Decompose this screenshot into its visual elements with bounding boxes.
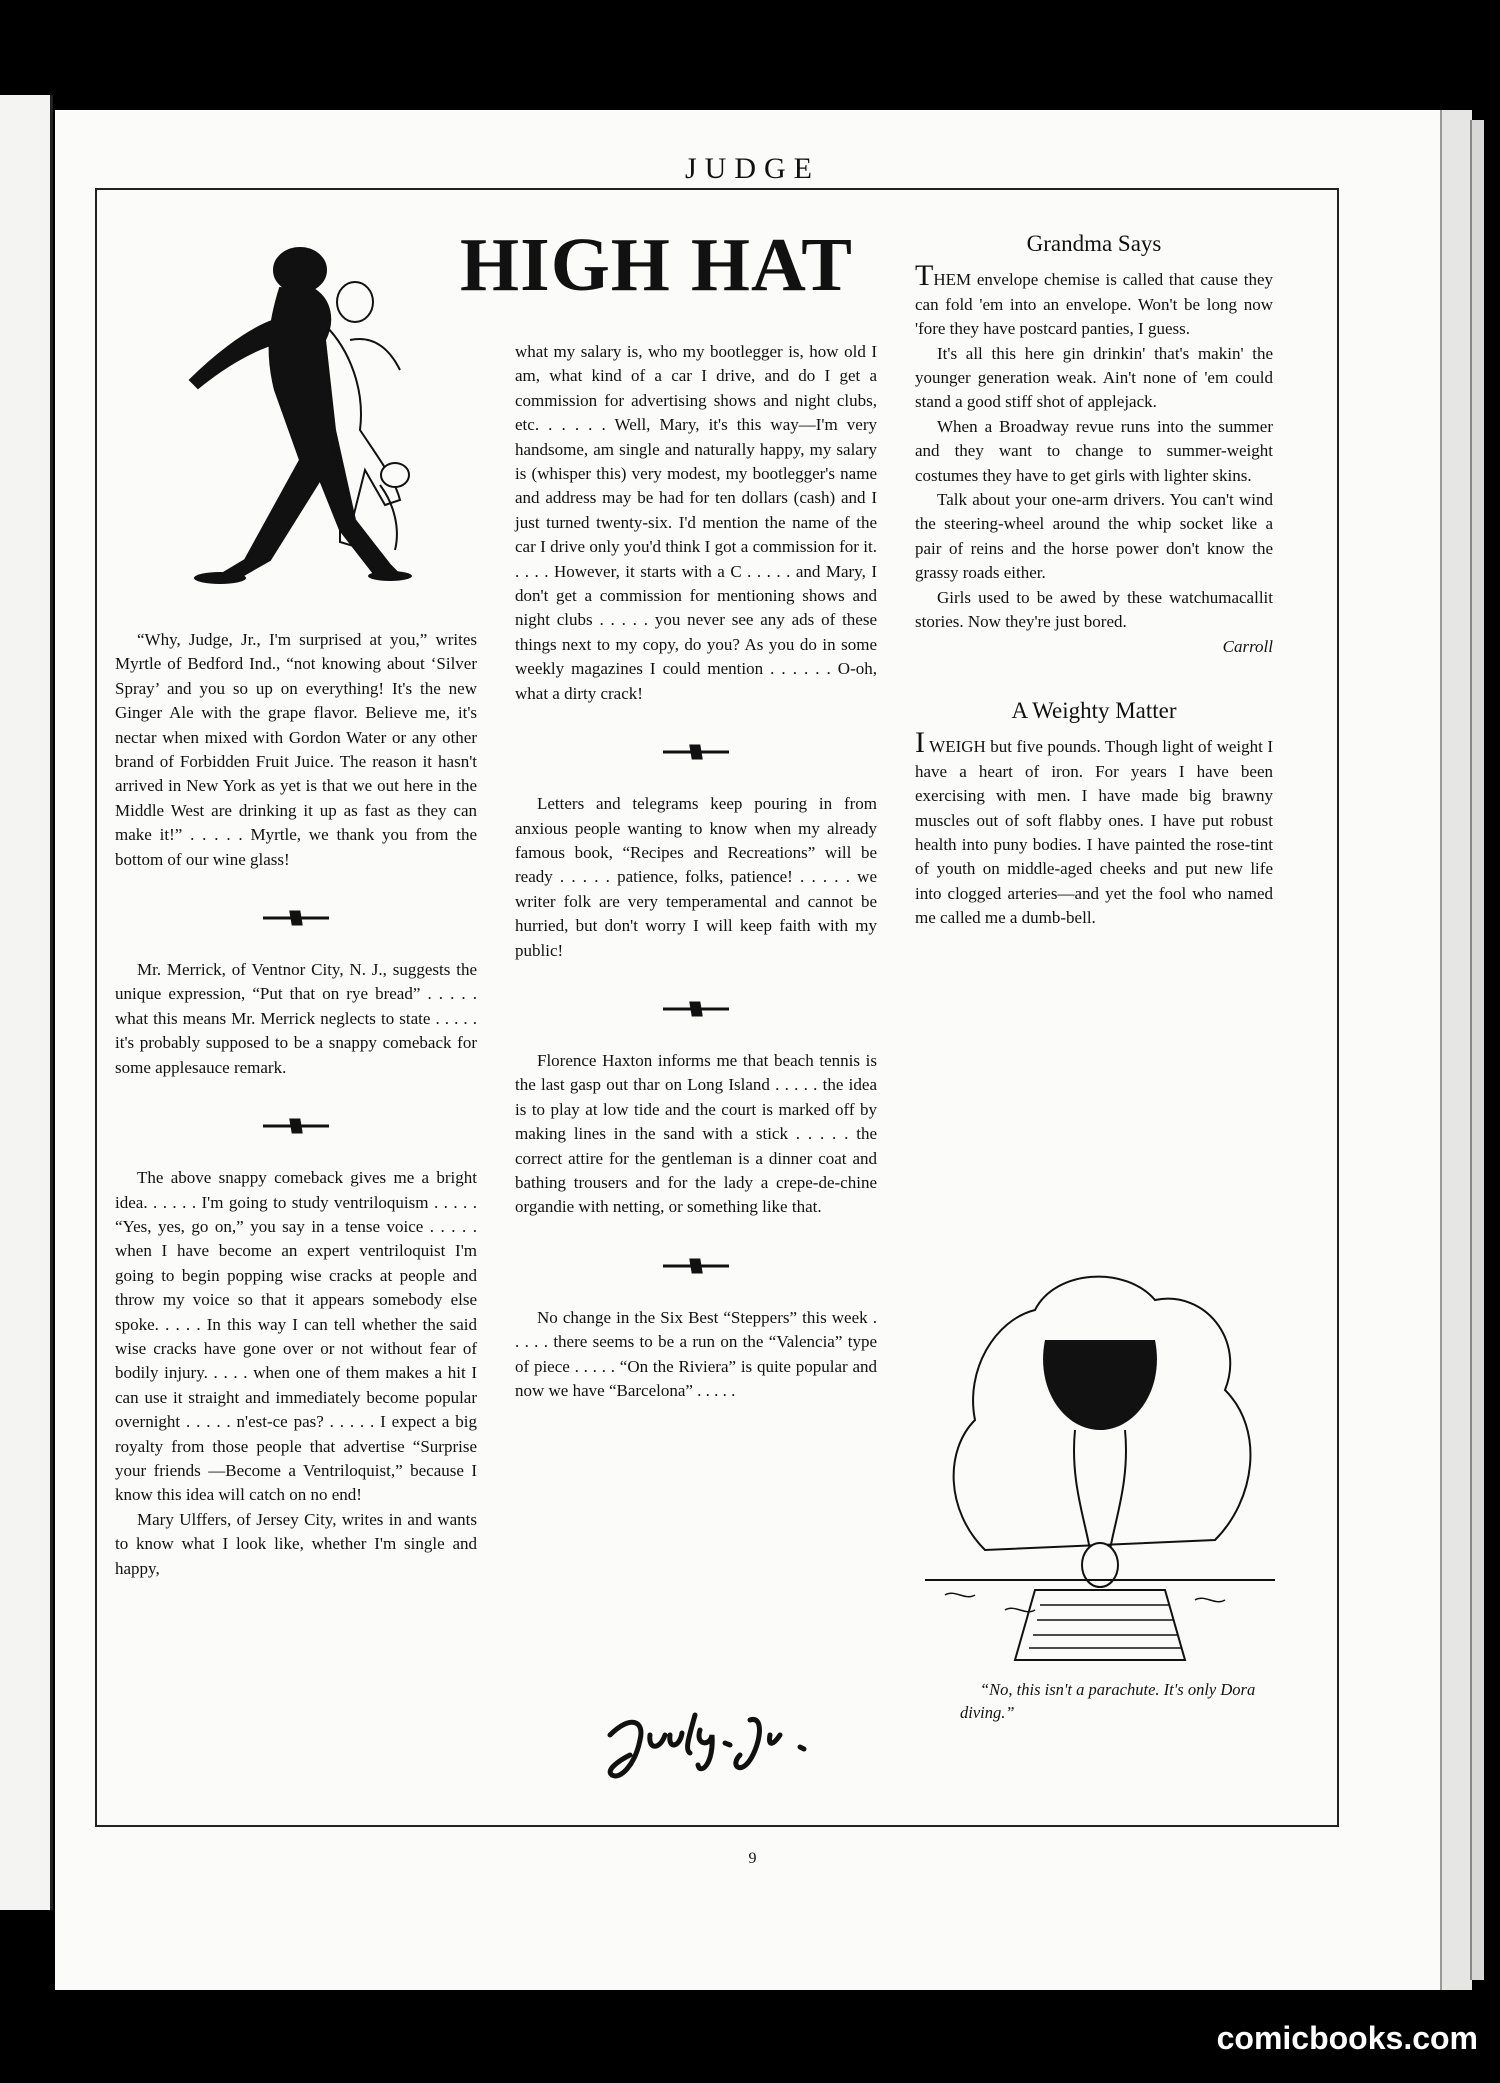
column-1	[115, 628, 477, 1581]
paragraph: Mr. Merrick, of Ventnor City, N. J., suggests the unique expression, “Put that on rye bread” . . . . . what this means Mr. Merrick neglects to state . . . . . it's probably supposed to be a snappy comeback for some applesauce remark.	[115, 960, 477, 1077]
page-edge	[1440, 110, 1472, 1990]
diving-girl-illustration	[925, 1250, 1275, 1670]
dancing-couple-illustration	[150, 230, 470, 600]
headline: HIGH HAT	[460, 223, 853, 307]
pointing-hand-ornament	[661, 1254, 731, 1276]
paragraph: Girls used to be awed by these watchumacallit stories. Now they're just bored.	[915, 587, 1273, 632]
page-edge	[1470, 120, 1484, 1980]
left-page-edge	[0, 95, 53, 1910]
pointing-hand-ornament	[261, 1114, 331, 1136]
paragraph: “Why, Judge, Jr., I'm surprised at you,” writes Myrtle of Bedford Ind., “not knowing about ‘Silver Spray’ and you so up on everything! It's the new Ginger Ale with the grape flavor. Believe me, it's nectar when mixed with Gordon Water or any other brand of Forbidden Fruit Juice. The reason it hasn't arrived in New York as yet is that we out here in the Middle West are drinking it up as fast as they can make it!” . . . . . Myrtle, we thank you from the bottom of our wine glass!	[115, 630, 477, 869]
author-credit: Carroll	[1222, 636, 1273, 656]
paragraph: It's all this here gin drinkin' that's makin' the younger generation weak. Ain't none of 'em could stand a good stiff shot of applejack.	[915, 343, 1273, 412]
illustration-caption: “No, this isn't a parachute. It's only Dora diving.”	[960, 1680, 1256, 1722]
magazine-page	[55, 110, 1450, 1990]
section-title-grandma-says: Grandma Says	[1026, 231, 1162, 256]
column-2	[515, 340, 877, 1403]
paragraph: THEM envelope chemise is called that cause they can fold 'em into an envelope. Won't be long now 'fore they have postcard panties, I guess.	[915, 259, 1273, 339]
paragraph: Mary Ulffers, of Jersey City, writes in and wants to know what I look like, whether I'm single and happy,	[115, 1509, 477, 1578]
pointing-hand-ornament	[661, 740, 731, 762]
judge-jr-signature	[600, 1705, 860, 1785]
watermark: comicbooks.com	[1216, 2020, 1478, 2056]
paragraph: I WEIGH but five pounds. Though light of weight I have a heart of iron. For years I have been exercising with men. I have made big brawny muscles out of soft flabby ones. I have put robust health into puny bodies. I have painted the rose-tint of youth on middle-aged cheeks and put new life into clogged arteries—and yet the fool who named me called me a dumb-bell.	[915, 726, 1273, 928]
paragraph: Florence Haxton informs me that beach tennis is the last gasp out thar on Long Island . . . . . the idea is to play at low tide and the court is marked off by making lines in the sand with a stick . . . . . the correct attire for the gentleman is a dinner coat and bathing trousers and for the lady a crepe-de-chine organdie with netting, or something like that.	[515, 1050, 877, 1217]
column-3	[915, 232, 1273, 931]
section-title-weighty-matter: A Weighty Matter	[1011, 697, 1177, 723]
page-number: 9	[748, 1850, 757, 1867]
paragraph: The above snappy comeback gives me a bright idea. . . . . . I'm going to study ventriloquism . . . . . “Yes, yes, go on,” you say in a tense voice . . . . . when I have become an expert ventriloquist I'm going to begin popping wise cracks at people and throw my voice so that it appears somebody else spoke. . . . . In this way I can tell whether the said wise cracks have gone over or not without fear of bodily injury. . . . . when one of them makes a hit I can use it straight and immediately become popular overnight . . . . . n'est-ce pas? . . . . . I expect a big royalty from those people that advertise “Surprise your friends —Become a Ventriloquist,” because I know this idea will catch on no end!	[115, 1168, 477, 1505]
paragraph: Letters and telegrams keep pouring in from anxious people wanting to know when my already famous book, “Recipes and Recreations” will be ready . . . . . patience, folks, patience! . . . . . we writer folk are very temperamental and cannot be hurried, but don't worry I will keep faith with my public!	[515, 794, 877, 960]
paragraph: When a Broadway revue runs into the summer and they want to change to summer-weight costumes they have to get girls with lighter skins.	[915, 416, 1273, 485]
paragraph: Talk about your one-arm drivers. You can't wind the steering-wheel around the whip socket like a pair of reins and the horse power don't know the grassy roads either.	[915, 490, 1273, 583]
pointing-hand-ornament	[661, 997, 731, 1019]
paragraph: No change in the Six Best “Steppers” this week . . . . . there seems to be a run on the “Valencia” type of piece . . . . . “On the Riviera” is quite popular and now we have “Barcelona” . . . . .	[515, 1307, 877, 1400]
masthead: JUDGE	[685, 152, 820, 185]
pointing-hand-ornament	[261, 906, 331, 928]
paragraph: what my salary is, who my bootlegger is, how old I am, what kind of a car I drive, and do I get a commission for advertising shows and night clubs, etc. . . . . . Well, Mary, it's this way—I'm very handsome, am single and naturally happy, my salary is (whisper this) very modest, my bootlegger's name and address may be had for ten dollars (cash) and I just turned twenty-six. I'd mention the name of the car I drive only you'd think I got a commission for it. . . . . However, it starts with a C . . . . . and Mary, I don't get a commission for mentioning shows and night clubs . . . . . you never see any ads of these things next to my copy, do you? As you do in some weekly magazines I could mention . . . . . . O-oh, what a dirty crack!	[515, 342, 877, 703]
